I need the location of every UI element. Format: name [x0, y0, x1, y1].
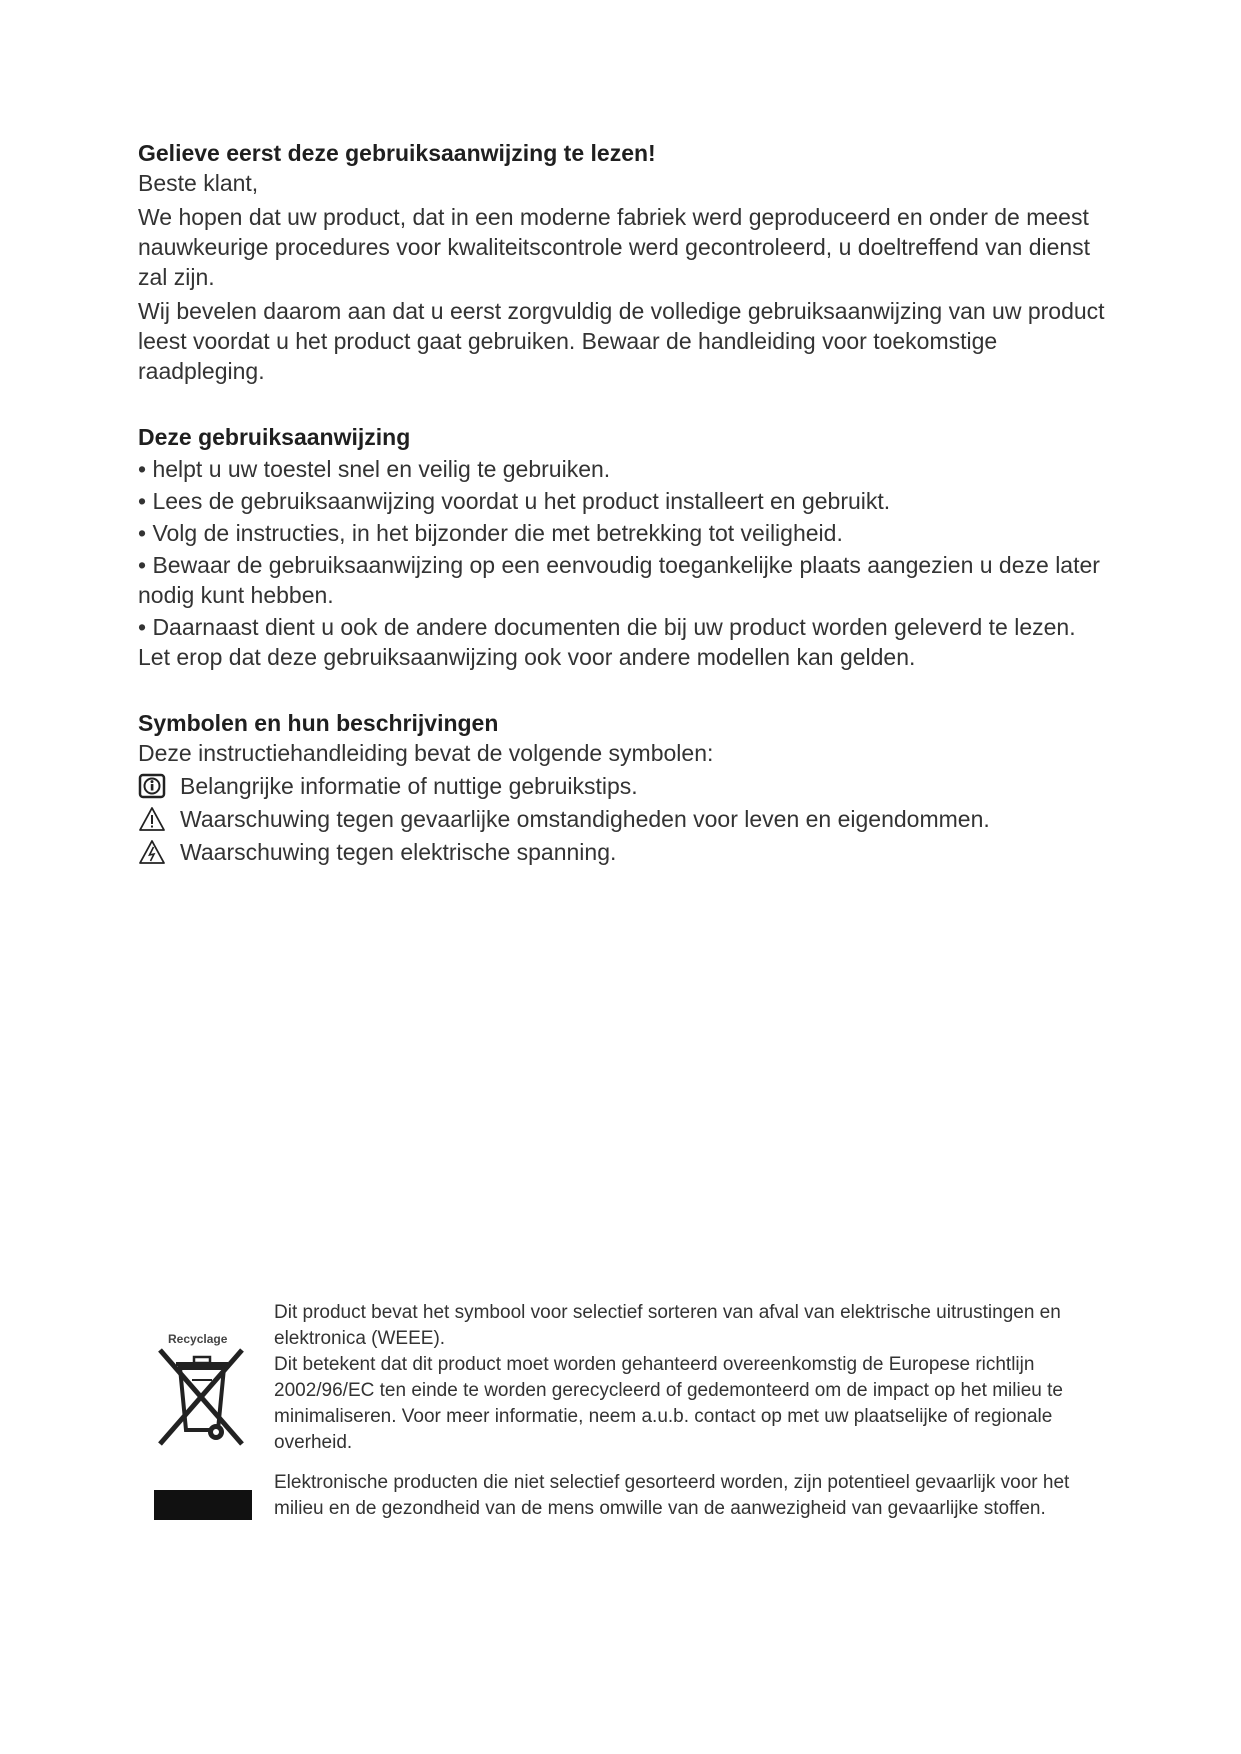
- symbol-row-electric: [138, 837, 1118, 867]
- manual-title: Deze gebruiksaanwijzing: [138, 424, 411, 450]
- symbol-row-info: [138, 771, 1118, 801]
- weee-paragraph-1: Dit product bevat het symbool voor selectief sorteren van afval van elektrische uitrustingen en elektronica (WEEE).: [274, 1302, 1061, 1349]
- manual-bullet: • Volg de instructies, in het bijzonder die met betrekking tot veiligheid.: [138, 520, 843, 546]
- symbol-text: Waarschuwing tegen gevaarlijke omstandigheden voor leven en eigendommen.: [180, 806, 990, 832]
- intro-paragraph-1: We hopen dat uw product, dat in een moderne fabriek werd geproduceerd en onder de meest nauwkeurige procedures voor kwaliteitscontrole werd gecontroleerd, u doeltreffend van dienst zal zijn.: [138, 204, 1091, 290]
- warning-icon: [138, 806, 166, 832]
- weee-text: [274, 1300, 1104, 1522]
- intro-greeting: Beste klant,: [138, 170, 259, 196]
- separate-collection-bar: [154, 1490, 252, 1520]
- crossed-bin-icon: [156, 1348, 246, 1448]
- recycle-label: Recyclage: [168, 1332, 228, 1346]
- symbol-text: Waarschuwing tegen elektrische spanning.: [180, 839, 617, 865]
- electric-warning-icon: [138, 839, 166, 865]
- manual-bullet: • Daarnaast dient u ook de andere documenten die bij uw product worden geleverd te lezen.: [138, 614, 1076, 640]
- intro-title: Gelieve eerst deze gebruiksaanwijzing te lezen!: [138, 140, 656, 166]
- symbols-section: [138, 708, 1118, 867]
- document-page: [138, 138, 1118, 867]
- weee-paragraph-3: Elektronische producten die niet selectief gesorteerd worden, zijn potentieel gevaarlijk voor het milieu en de gezondheid van de mens omwille van de aanwezigheid van gevaarlijke stoffen.: [274, 1472, 1070, 1519]
- info-icon: [138, 773, 166, 799]
- manual-bullet: • Lees de gebruiksaanwijzing voordat u het product installeert en gebruikt.: [138, 488, 891, 514]
- intro-paragraph-2: Wij bevelen daarom aan dat u eerst zorgvuldig de volledige gebruiksaanwijzing van uw product leest voordat u het product gaat gebruiken. Bewaar de handleiding voor toekomstige raadpleging.: [138, 298, 1105, 384]
- symbol-text: Belangrijke informatie of nuttige gebruikstips.: [180, 773, 638, 799]
- symbols-title: Symbolen en hun beschrijvingen: [138, 710, 499, 736]
- manual-section: [138, 422, 1118, 672]
- symbol-row-warning: [138, 804, 1118, 834]
- manual-bullet: • helpt u uw toestel snel en veilig te gebruiken.: [138, 456, 611, 482]
- weee-paragraph-2: Dit betekent dat dit product moet worden gehanteerd overeenkomstig de Europese richtlijn 2002/96/EC ten einde te worden gerecycleerd of gedemonteerd om de impact op het milieu te minimaliseren. Voor meer informatie, neem a.u.b. contact op met uw plaatselijke of regionale overheid.: [274, 1354, 1063, 1453]
- manual-note: Let erop dat deze gebruiksaanwijzing ook voor andere modellen kan gelden.: [138, 644, 916, 670]
- symbols-intro: Deze instructiehandleiding bevat de volgende symbolen:: [138, 740, 714, 766]
- manual-bullet: • Bewaar de gebruiksaanwijzing op een eenvoudig toegankelijke plaats aangezien u deze later nodig kunt hebben.: [138, 552, 1100, 608]
